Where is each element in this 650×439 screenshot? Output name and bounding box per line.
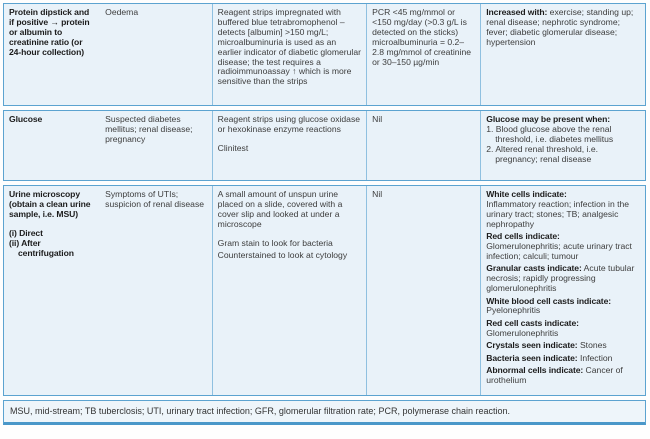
body-text: Nil (372, 189, 383, 199)
bold-text: Abnormal cells indicate: (486, 365, 584, 375)
cell-paragraph (9, 239, 95, 259)
body-text: Glomerulonephritis (486, 327, 559, 338)
bold-text: (i) Direct (9, 227, 43, 238)
cell-paragraph (486, 366, 640, 386)
urine-investigations-table (3, 3, 646, 396)
body-text: Clinitest (217, 142, 249, 153)
cell-paragraph (218, 115, 361, 135)
cell-r1-c1 (4, 4, 100, 105)
bold-text: Increased with: (486, 7, 548, 17)
bold-text: White cells indicate: (486, 189, 567, 199)
cell-paragraph (105, 115, 207, 145)
bold-text: Protein dipstick and if positive → protein or albumin to creatinine ratio (or 24-hour collection) (9, 7, 90, 57)
body-text: Counterstained to look at cytology (217, 250, 348, 261)
cell-paragraph (218, 239, 361, 249)
body-text: Symptoms of UTIs; suspicion of renal disease (105, 189, 205, 209)
cell-r3-c2 (100, 186, 212, 395)
table-row (3, 185, 646, 396)
cell-r2-c4 (366, 111, 480, 180)
body-text: Nil (372, 114, 383, 124)
body-text: Infection (577, 352, 613, 363)
body-text: Cancer of urothelium (486, 365, 623, 385)
cell-paragraph (9, 190, 95, 220)
cell-paragraph (372, 115, 475, 125)
cell-r1-c3 (212, 4, 366, 105)
bold-text: Glucose (9, 114, 43, 124)
body-text: A small amount of unspun urine placed on a slide, covered with a cover slip and looked at under a microscope (217, 189, 343, 229)
body-text: Pyelonephritis (486, 305, 541, 316)
cell-paragraph (486, 145, 640, 165)
body-text: Reagent strips using glucose oxidase or hexokinase enzyme reactions (217, 114, 361, 134)
cell-paragraph (486, 242, 640, 262)
bold-text: Glucose may be present when: (486, 114, 610, 124)
bold-text: Crystals seen indicate: (486, 340, 578, 351)
body-text: exercise; standing up; renal disease; nephrotic syndrome; fever; diabetic glomerular disease; hypertension (486, 7, 634, 47)
cell-paragraph (218, 144, 361, 154)
cell-paragraph (218, 190, 361, 230)
table-row (3, 110, 646, 181)
body-text: Reagent strips impregnated with buffered blue tetrabromophenol –detects [albumin] >150 mg/L; microalbuminuria is used as an earlier indicator of diabetic glomerular disease; the test requires a radioimmunoassay ↑ which is more sensitive than the strips (217, 7, 361, 87)
cell-r1-c5 (480, 4, 645, 105)
bold-text: Red cell casts indicate: (486, 317, 579, 328)
cell-r2-c1 (4, 111, 100, 180)
cell-r1-c2 (100, 4, 212, 105)
cell-paragraph (486, 354, 640, 364)
body-text: 1. Blood glucose above the renal threshold, i.e. diabetes mellitus (486, 123, 614, 144)
cell-paragraph (218, 8, 361, 87)
body-text: Glomerulonephritis; acute urinary tract infection; calculi; tumour (486, 241, 632, 261)
bold-text: Bacteria seen indicate: (486, 352, 578, 363)
cell-r2-c5 (480, 111, 645, 180)
body-text: Suspected diabetes mellitus; renal disease; pregnancy (105, 114, 193, 144)
cell-paragraph (486, 306, 640, 316)
cell-paragraph (486, 8, 640, 48)
body-text: Acute tubular necrosis; rapidly progressing glomerulonephritis (486, 263, 635, 294)
cell-paragraph (486, 329, 640, 339)
footnote-text: MSU, mid-stream; TB tuberclosis; UTI, urinary tract infection; GFR, glomerular filtration rate; PCR, polymerase chain reaction. (10, 406, 510, 416)
cell-paragraph (9, 115, 95, 125)
body-text: Oedema (105, 7, 139, 17)
body-text: Stones (577, 340, 607, 351)
bold-text: Urine microscopy (obtain a clean urine sample, i.e. MSU) (9, 189, 91, 219)
bold-text: Granular casts indicate: (486, 263, 582, 274)
body-text: Inflammatory reaction; infection in the urinary tract; stones; TB; analgesic nephropathy (486, 198, 630, 229)
cell-paragraph (372, 190, 475, 200)
table-footnote (3, 400, 646, 425)
cell-r3-c5 (480, 186, 645, 395)
cell-paragraph (372, 8, 475, 67)
cell-paragraph (486, 200, 640, 230)
cell-paragraph (486, 125, 640, 145)
bold-text: White blood cell casts indicate: (486, 295, 612, 306)
cell-r3-c3 (212, 186, 366, 395)
body-text: PCR <45 mg/mmol or <150 mg/day (>0.3 g/L is detected on the sticks) microalbuminuria = 0.2–2.8 mg/mmol of creatinine or 30–150 µg/min (372, 7, 472, 67)
table-row (3, 3, 646, 106)
cell-paragraph (105, 190, 207, 210)
cell-r3-c4 (366, 186, 480, 395)
body-text: 2. Altered renal threshold, i.e. pregnancy; renal disease (486, 143, 599, 164)
cell-paragraph (9, 8, 95, 58)
bold-text: (ii) After centrifugation (9, 237, 74, 258)
body-text: Gram stain to look for bacteria (217, 237, 333, 248)
cell-paragraph (486, 341, 640, 351)
cell-paragraph (105, 8, 207, 18)
cell-r2-c3 (212, 111, 366, 180)
cell-paragraph (486, 264, 640, 294)
bold-text: Red cells indicate: (486, 231, 560, 242)
cell-r2-c2 (100, 111, 212, 180)
cell-r3-c1 (4, 186, 100, 395)
cell-paragraph (218, 251, 361, 261)
cell-r1-c4 (366, 4, 480, 105)
